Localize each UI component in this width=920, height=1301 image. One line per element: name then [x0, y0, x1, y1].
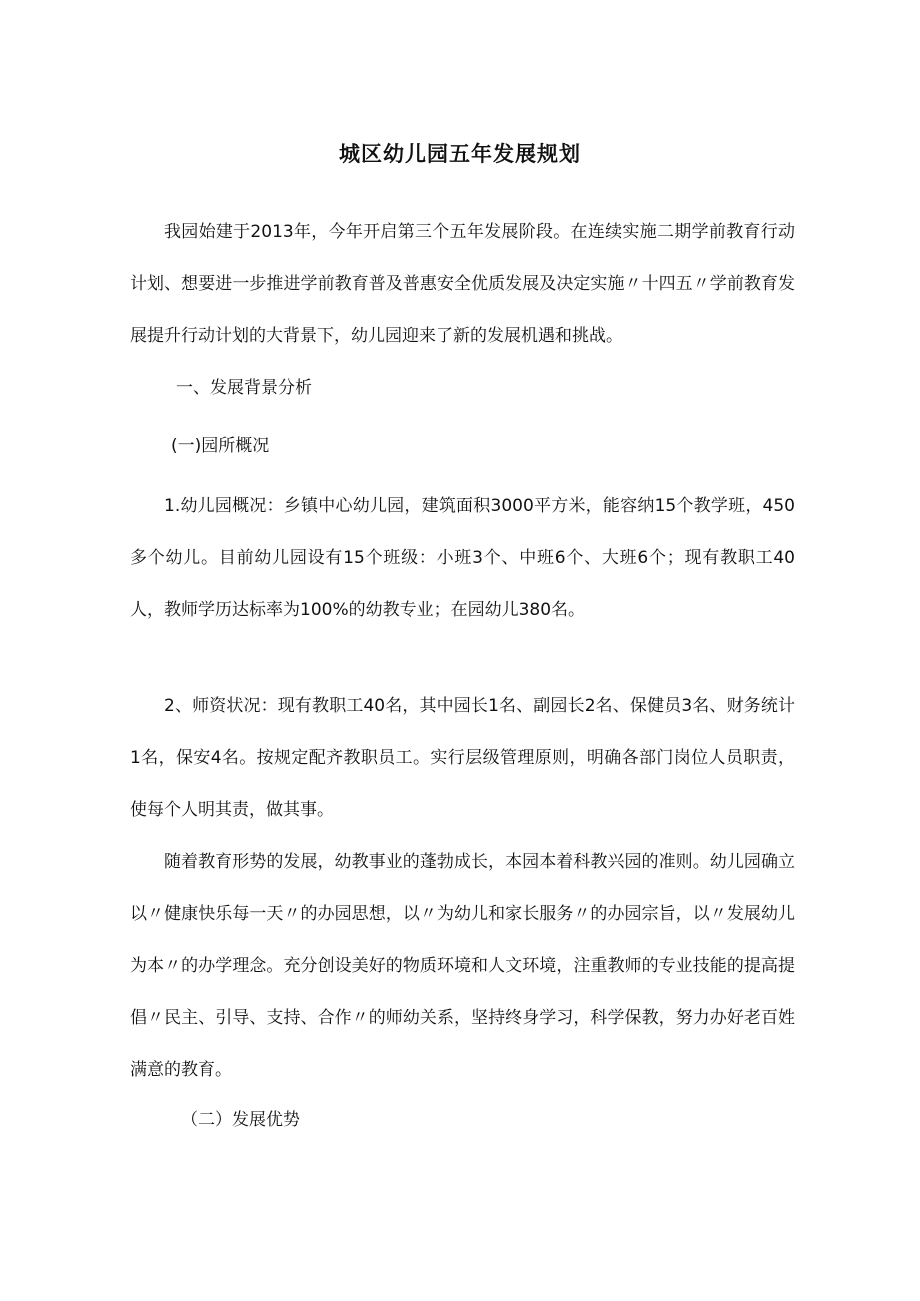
paragraph-kindergarten-overview: 1.幼儿园概况：乡镇中心幼儿园，建筑面积3000平方米，能容纳15个教学班，450多个幼儿。目前幼儿园设有15个班级：小班3个、中班6个、大班6个；现有教职工40人，教师学历达标率为100%的幼教专业；在园幼儿380名。	[130, 496, 795, 620]
subsection-heading-advantages: （二）发展优势	[181, 1110, 300, 1130]
document-title: 城区幼儿园五年发展规划	[339, 142, 581, 167]
section-heading-background-analysis: 一、发展背景分析	[176, 378, 312, 398]
paragraph-philosophy: 随着教育形势的发展，幼教事业的蓬勃成长，本园本着科教兴园的准则。幼儿园确立以〃健康快乐每一天〃的办园思想，以〃为幼儿和家长服务〃的办园宗旨，以〃发展幼儿为本〃的办学理念。充分创设美好的物质环境和人文环境，注重教师的专业技能的提高提倡〃民主、引导、支持、合作〃的师幼关系，坚持终身学习，科学保教，努力办好老百姓满意的教育。	[130, 852, 795, 1080]
paragraph-staff-status: 2、师资状况：现有教职工40名，其中园长1名、副园长2名、保健员3名、财务统计1名，保安4名。按规定配齐教职员工。实行层级管理原则，明确各部门岗位人员职责，使每个人明其责，做其事。	[130, 696, 795, 820]
intro-paragraph: 我园始建于2013年，今年开启第三个五年发展阶段。在连续实施二期学前教育行动计划、想要进一步推进学前教育普及普惠安全优质发展及决定实施〃十四五〃学前教育发展提升行动计划的大背景下，幼儿园迎来了新的发展机遇和挑战。	[130, 222, 795, 346]
subsection-heading-overview: (一)园所概况	[171, 436, 270, 456]
